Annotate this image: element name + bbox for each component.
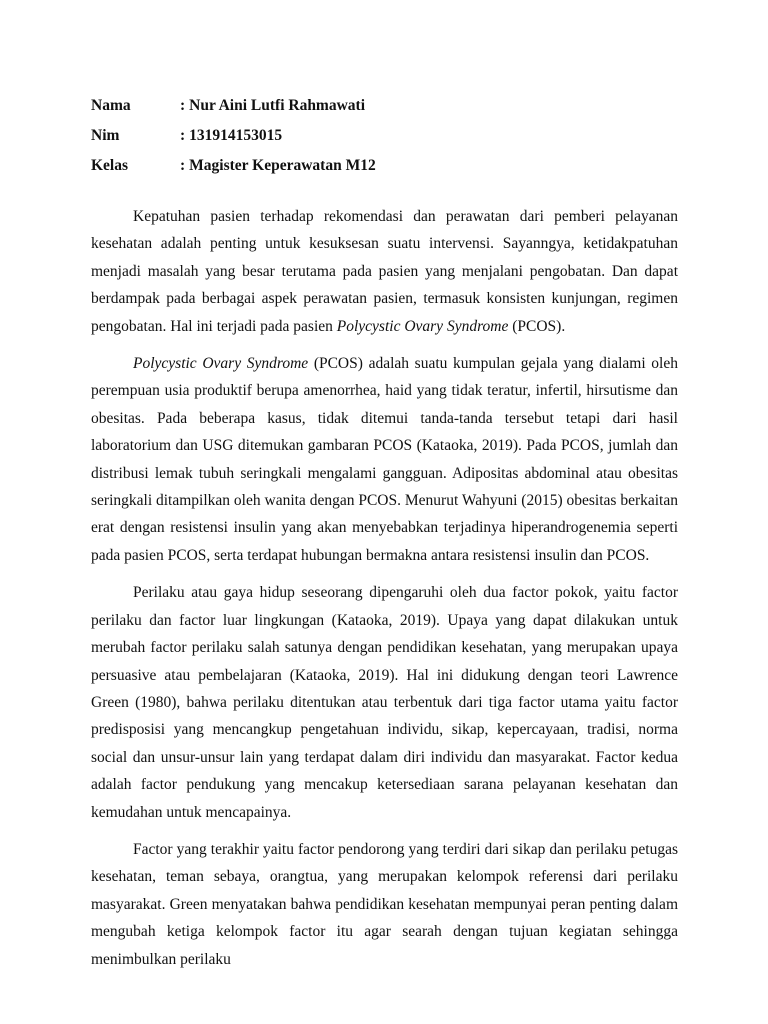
paragraph-text: Perilaku atau gaya hidup seseorang dipengaruhi oleh dua factor pokok, yaitu factor perilaku dan factor luar lingkungan (Kataoka, 2019). Upaya yang dapat dilakukan untuk merubah factor perilaku salah satunya dengan pendidikan kesehatan, yang merupakan upaya persuasive atau pembelajaran (Kataoka, 2019). Hal ini didukung dengan teori Lawrence Green (1980), bahwa perilaku ditentukan atau terbentuk dari tiga factor utama yaitu factor predisposisi yang mencangkup pengetahuan individu, sikap, kepercayaan, tradisi, norma social dan unsur-unsur lain yang terdapat dalam diri individu dan masyarakat. Factor kedua adalah factor pendukung yang mencakup ketersediaan sarana pelayanan kesehatan dan kemudahan untuk mencapainya. bbox=[91, 584, 678, 821]
info-value: Nur Aini Lutfi Rahmawati bbox=[189, 97, 366, 114]
paragraph-text: Kepatuhan pasien terhadap rekomendasi dan perawatan dari pemberi pelayanan kesehatan adalah penting untuk kesuksesan suatu intervensi. Sayanngya, ketidakpatuhan menjadi masalah yang besar terutama pada pasien yang menjalani pengobatan. Dan dapat berdampak pada berbagai aspek perawatan pasien, termasuk konsisten kunjungan, regimen pengobatan. Hal ini terjadi pada pasien bbox=[91, 208, 678, 335]
info-separator: : bbox=[180, 127, 186, 144]
info-row-nim bbox=[91, 121, 691, 151]
document-body bbox=[91, 203, 678, 983]
paragraph-text: (PCOS) adalah suatu kumpulan gejala yang dialami oleh perempuan usia produktif berupa amenorrhea, haid yang tidak teratur, infertil, hirsutisme dan obesitas. Pada beberapa kasus, tidak ditemui tanda-tanda tersebut tetapi dari hasil laboratorium dan USG ditemukan gambaran PCOS (Kataoka, 2019). Pada PCOS, jumlah dan distribusi lemak tubuh seringkali mengalami gangguan. Adipositas abdominal atau obesitas seringkali ditampilkan oleh wanita dengan PCOS. Menurut Wahyuni (2015) obesitas berkaitan erat dengan resistensi insulin yang akan menyebabkan terjadinya hiperandrogenemia seperti pada pasien PCOS, serta terdapat hubungan bermakna antara resistensi insulin dan PCOS. bbox=[91, 355, 678, 564]
italic-term: Polycystic Ovary Syndrome bbox=[336, 317, 509, 335]
info-label: Nim bbox=[91, 127, 120, 144]
student-info-header bbox=[91, 91, 691, 181]
info-separator: : bbox=[180, 157, 186, 174]
paragraph-text: Factor yang terakhir yaitu factor pendorong yang terdiri dari sikap dan perilaku petugas kesehatan, teman sebaya, orangtua, yang merupakan kelompok referensi dari perilaku masyarakat. Green menyatakan bahwa pendidikan kesehatan mempunyai peran penting dalam mengubah ketiga kelompok factor itu agar searah dengan tujuan kegiatan sehingga menimbulkan perilaku bbox=[91, 840, 678, 968]
paragraph-text: (PCOS). bbox=[508, 317, 566, 335]
info-label: Kelas bbox=[91, 157, 129, 174]
paragraph-3 bbox=[91, 579, 678, 826]
paragraph-1 bbox=[91, 203, 678, 340]
info-label: Nama bbox=[91, 97, 131, 114]
paragraph-2 bbox=[91, 350, 678, 569]
info-value: Magister Keperawatan M12 bbox=[189, 157, 376, 174]
italic-term: Polycystic Ovary Syndrome bbox=[133, 355, 309, 373]
info-row-kelas bbox=[91, 151, 691, 181]
info-separator: : bbox=[180, 97, 186, 114]
info-row-nama bbox=[91, 91, 691, 121]
info-value: 131914153015 bbox=[189, 127, 283, 144]
paragraph-4 bbox=[91, 836, 678, 973]
